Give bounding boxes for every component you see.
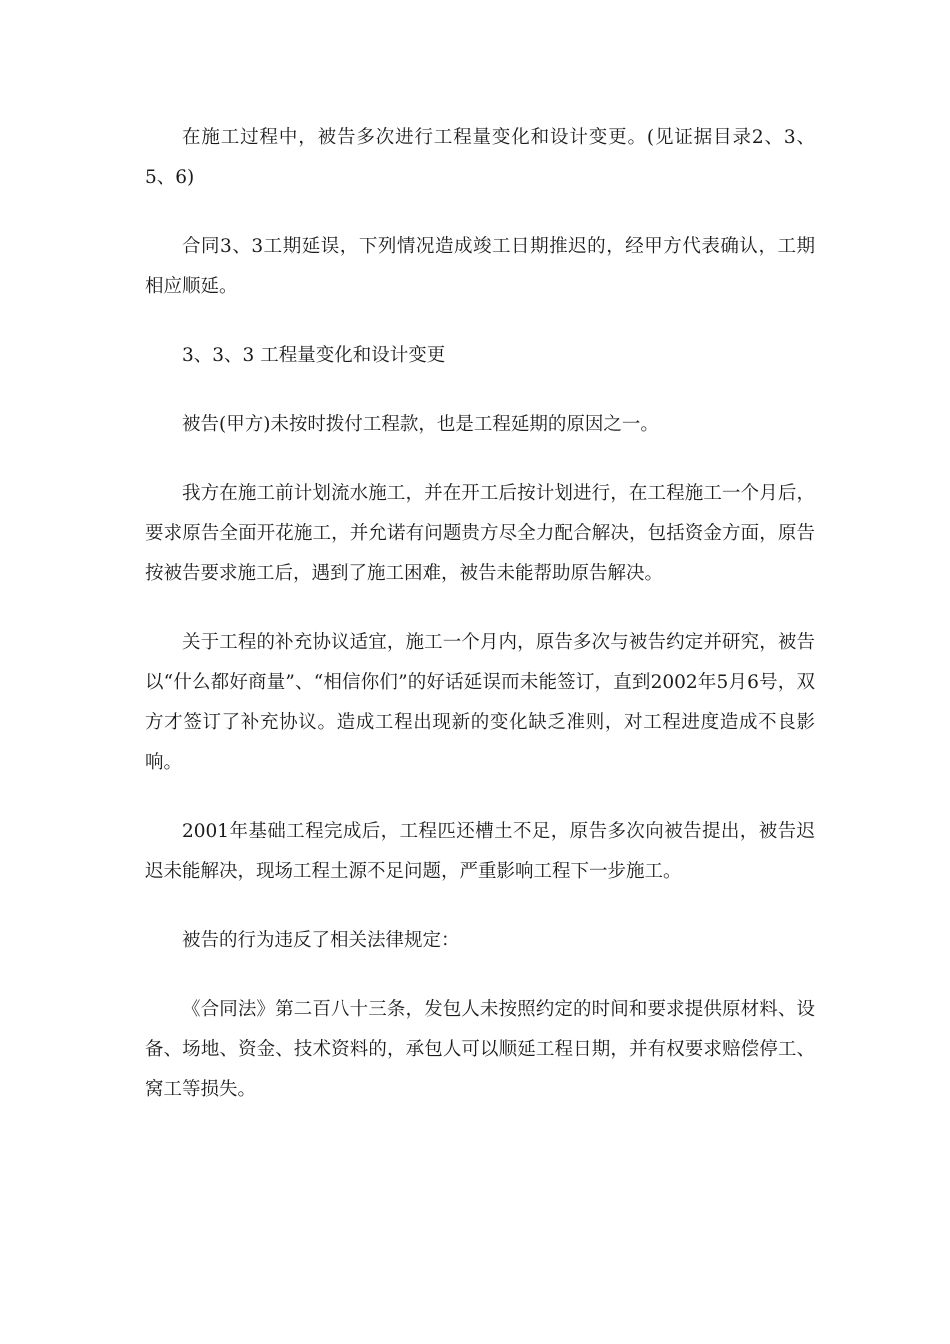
paragraph-design-changes: 在施工过程中，被告多次进行工程量变化和设计变更。(见证据目录2、3、5、6) [145,127,815,188]
paragraph-supplementary-agreement: 关于工程的补充协议适宜，施工一个月内，原告多次与被告约定并研究，被告以“什么都好商量”、“相信你们”的好话延误而未能签订，直到2002年5月6号，双方才签订了补充协议。造成工程出现新的变化缺乏准则，对工程进度造成不良影响。 [145,632,815,773]
paragraph-construction-plan: 我方在施工前计划流水施工，并在开工后按计划进行，在工程施工一个月后，要求原告全面开花施工，并允诺有问题贵方尽全力配合解决，包括资金方面，原告按被告要求施工后，遇到了施工困难，被告未能帮助原告解决。 [145,483,815,584]
document-body [145,118,815,1139]
paragraph-payment-delay: 被告(甲方)未按时拨付工程款，也是工程延期的原因之一。 [182,414,659,435]
paragraph-contract-law-article: 《合同法》第二百八十三条，发包人未按照约定的时间和要求提供原材料、设备、场地、资金、技术资料的，承包人可以顺延工程日期，并有权要求赔偿停工、窝工等损失。 [145,999,815,1100]
paragraph-clause-heading: 3、3、3 工程量变化和设计变更 [182,345,446,366]
paragraph-legal-violation: 被告的行为违反了相关法律规定： [182,930,460,951]
paragraph-contract-delay: 合同3、3工期延误，下列情况造成竣工日期推迟的，经甲方代表确认，工期相应顺延。 [145,236,815,297]
paragraph-soil-shortage: 2001年基础工程完成后，工程匹还槽土不足，原告多次向被告提出，被告迟迟未能解决，现场工程土源不足问题，严重影响工程下一步施工。 [145,821,815,882]
